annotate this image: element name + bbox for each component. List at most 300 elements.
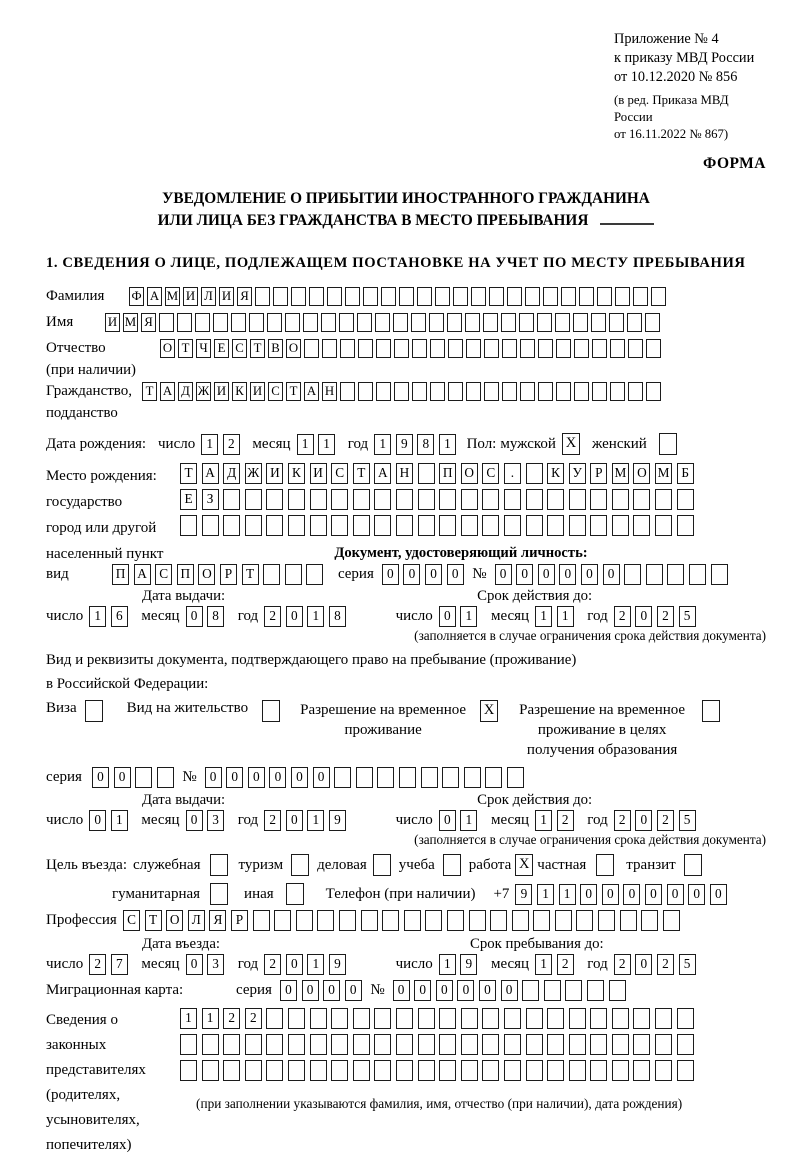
char-cell[interactable] xyxy=(655,1060,672,1081)
char-cell[interactable] xyxy=(569,489,586,510)
char-cell[interactable] xyxy=(245,489,262,510)
char-cell[interactable]: 0 xyxy=(623,884,640,905)
doc-number-input[interactable] xyxy=(495,564,733,585)
char-cell[interactable]: С xyxy=(268,382,283,401)
char-cell[interactable] xyxy=(576,910,593,931)
stay-number-input[interactable] xyxy=(205,767,529,788)
purpose-study-checkbox[interactable] xyxy=(443,854,461,876)
char-cell[interactable] xyxy=(579,287,594,306)
char-cell[interactable]: 2 xyxy=(614,954,631,975)
char-cell[interactable]: 0 xyxy=(286,606,303,627)
char-cell[interactable]: 9 xyxy=(329,810,346,831)
char-cell[interactable] xyxy=(345,287,360,306)
char-cell[interactable] xyxy=(544,980,561,1001)
char-cell[interactable]: 9 xyxy=(460,954,477,975)
char-cell[interactable] xyxy=(180,1034,197,1055)
char-cell[interactable]: 0 xyxy=(495,564,512,585)
char-cell[interactable] xyxy=(157,767,174,788)
char-cell[interactable]: 0 xyxy=(635,954,652,975)
char-cell[interactable]: 0 xyxy=(439,606,456,627)
char-cell[interactable] xyxy=(610,382,625,401)
char-cell[interactable]: 2 xyxy=(614,606,631,627)
stay-expiry-year[interactable] xyxy=(614,810,700,831)
char-cell[interactable] xyxy=(353,1008,370,1029)
char-cell[interactable]: 0 xyxy=(323,980,340,1001)
char-cell[interactable] xyxy=(435,287,450,306)
char-cell[interactable]: П xyxy=(112,564,129,585)
char-cell[interactable]: 0 xyxy=(114,767,131,788)
char-cell[interactable] xyxy=(627,313,642,332)
char-cell[interactable] xyxy=(439,1008,456,1029)
char-cell[interactable] xyxy=(624,564,641,585)
char-cell[interactable]: 1 xyxy=(439,434,456,455)
char-cell[interactable]: 0 xyxy=(710,884,727,905)
char-cell[interactable] xyxy=(340,339,355,358)
char-cell[interactable] xyxy=(331,489,348,510)
char-cell[interactable] xyxy=(663,910,680,931)
char-cell[interactable] xyxy=(376,339,391,358)
char-cell[interactable] xyxy=(547,1008,564,1029)
char-cell[interactable] xyxy=(396,489,413,510)
char-cell[interactable]: 1 xyxy=(307,954,324,975)
char-cell[interactable]: 2 xyxy=(264,606,281,627)
char-cell[interactable]: 0 xyxy=(516,564,533,585)
char-cell[interactable]: С xyxy=(331,463,348,484)
char-cell[interactable] xyxy=(448,339,463,358)
char-cell[interactable]: 0 xyxy=(269,767,286,788)
char-cell[interactable] xyxy=(213,313,228,332)
char-cell[interactable] xyxy=(522,980,539,1001)
char-cell[interactable] xyxy=(655,1034,672,1055)
birthplace-row3-input[interactable] xyxy=(180,515,698,536)
identity-expiry-month[interactable] xyxy=(535,606,578,627)
char-cell[interactable] xyxy=(677,1034,694,1055)
char-cell[interactable] xyxy=(180,515,197,536)
char-cell[interactable]: 0 xyxy=(280,980,297,1001)
char-cell[interactable]: О xyxy=(160,339,175,358)
char-cell[interactable]: 0 xyxy=(382,564,399,585)
char-cell[interactable] xyxy=(411,313,426,332)
char-cell[interactable]: Т xyxy=(250,339,265,358)
char-cell[interactable]: 1 xyxy=(374,434,391,455)
char-cell[interactable]: 0 xyxy=(345,980,362,1001)
char-cell[interactable] xyxy=(612,489,629,510)
char-cell[interactable]: А xyxy=(374,463,391,484)
purpose-transit-checkbox[interactable] xyxy=(684,854,702,876)
char-cell[interactable] xyxy=(321,313,336,332)
char-cell[interactable] xyxy=(612,1034,629,1055)
char-cell[interactable] xyxy=(417,287,432,306)
char-cell[interactable]: 0 xyxy=(688,884,705,905)
char-cell[interactable] xyxy=(501,313,516,332)
char-cell[interactable] xyxy=(399,767,416,788)
char-cell[interactable] xyxy=(645,313,660,332)
char-cell[interactable]: 0 xyxy=(313,767,330,788)
char-cell[interactable] xyxy=(485,767,502,788)
char-cell[interactable]: 1 xyxy=(318,434,335,455)
char-cell[interactable]: 0 xyxy=(439,810,456,831)
char-cell[interactable]: А xyxy=(202,463,219,484)
char-cell[interactable]: Т xyxy=(242,564,259,585)
char-cell[interactable] xyxy=(469,910,486,931)
char-cell[interactable] xyxy=(677,1060,694,1081)
char-cell[interactable] xyxy=(633,489,650,510)
char-cell[interactable] xyxy=(504,1034,521,1055)
char-cell[interactable] xyxy=(556,382,571,401)
char-cell[interactable] xyxy=(353,489,370,510)
char-cell[interactable] xyxy=(590,1060,607,1081)
char-cell[interactable]: 0 xyxy=(603,564,620,585)
char-cell[interactable] xyxy=(555,313,570,332)
char-cell[interactable] xyxy=(310,1060,327,1081)
char-cell[interactable] xyxy=(418,489,435,510)
entry-year[interactable] xyxy=(264,954,350,975)
char-cell[interactable] xyxy=(502,382,517,401)
char-cell[interactable] xyxy=(504,515,521,536)
char-cell[interactable] xyxy=(555,910,572,931)
char-cell[interactable]: 0 xyxy=(248,767,265,788)
char-cell[interactable]: Т xyxy=(180,463,197,484)
char-cell[interactable]: . xyxy=(504,463,521,484)
char-cell[interactable] xyxy=(609,980,626,1001)
char-cell[interactable] xyxy=(461,1060,478,1081)
char-cell[interactable]: 2 xyxy=(557,954,574,975)
birthplace-row1-input[interactable] xyxy=(180,463,698,484)
identity-issue-day[interactable] xyxy=(89,606,132,627)
char-cell[interactable] xyxy=(651,287,666,306)
char-cell[interactable] xyxy=(135,767,152,788)
char-cell[interactable] xyxy=(266,515,283,536)
purpose-official-checkbox[interactable] xyxy=(210,854,228,876)
char-cell[interactable] xyxy=(374,1008,391,1029)
surname-input[interactable] xyxy=(129,287,669,306)
char-cell[interactable]: К xyxy=(232,382,247,401)
char-cell[interactable] xyxy=(374,1060,391,1081)
char-cell[interactable]: Т xyxy=(353,463,370,484)
char-cell[interactable] xyxy=(482,515,499,536)
char-cell[interactable] xyxy=(573,313,588,332)
char-cell[interactable]: З xyxy=(202,489,219,510)
citizenship-input[interactable] xyxy=(142,382,664,401)
char-cell[interactable]: В xyxy=(268,339,283,358)
char-cell[interactable]: 1 xyxy=(460,606,477,627)
char-cell[interactable] xyxy=(376,382,391,401)
char-cell[interactable] xyxy=(526,515,543,536)
char-cell[interactable] xyxy=(547,515,564,536)
char-cell[interactable] xyxy=(466,382,481,401)
char-cell[interactable] xyxy=(418,515,435,536)
char-cell[interactable]: 0 xyxy=(559,564,576,585)
char-cell[interactable]: 1 xyxy=(535,606,552,627)
char-cell[interactable]: 0 xyxy=(580,884,597,905)
char-cell[interactable] xyxy=(464,767,481,788)
char-cell[interactable]: 9 xyxy=(515,884,532,905)
char-cell[interactable]: Р xyxy=(590,463,607,484)
char-cell[interactable]: М xyxy=(165,287,180,306)
char-cell[interactable] xyxy=(266,1060,283,1081)
char-cell[interactable] xyxy=(267,313,282,332)
char-cell[interactable] xyxy=(331,515,348,536)
char-cell[interactable] xyxy=(331,1034,348,1055)
char-cell[interactable] xyxy=(353,1034,370,1055)
char-cell[interactable] xyxy=(569,1060,586,1081)
char-cell[interactable] xyxy=(633,1060,650,1081)
guardians-row3-input[interactable] xyxy=(180,1060,698,1081)
char-cell[interactable] xyxy=(296,910,313,931)
char-cell[interactable] xyxy=(574,382,589,401)
char-cell[interactable] xyxy=(357,313,372,332)
char-cell[interactable]: 0 xyxy=(501,980,518,1001)
purpose-humanitarian-checkbox[interactable] xyxy=(210,883,228,905)
char-cell[interactable] xyxy=(587,980,604,1001)
char-cell[interactable] xyxy=(461,1008,478,1029)
char-cell[interactable]: 7 xyxy=(111,954,128,975)
char-cell[interactable]: 0 xyxy=(186,606,203,627)
char-cell[interactable] xyxy=(245,515,262,536)
char-cell[interactable]: Л xyxy=(201,287,216,306)
char-cell[interactable]: 1 xyxy=(439,954,456,975)
char-cell[interactable] xyxy=(430,382,445,401)
char-cell[interactable] xyxy=(285,313,300,332)
migration-series-input[interactable] xyxy=(280,980,366,1001)
until-day[interactable] xyxy=(439,954,482,975)
char-cell[interactable] xyxy=(249,313,264,332)
char-cell[interactable] xyxy=(533,910,550,931)
char-cell[interactable]: 8 xyxy=(207,606,224,627)
char-cell[interactable] xyxy=(159,313,174,332)
char-cell[interactable]: Е xyxy=(214,339,229,358)
doc-series-input[interactable] xyxy=(382,564,468,585)
char-cell[interactable] xyxy=(641,910,658,931)
char-cell[interactable] xyxy=(339,910,356,931)
char-cell[interactable] xyxy=(538,382,553,401)
char-cell[interactable] xyxy=(322,339,337,358)
stay-issue-month[interactable] xyxy=(186,810,229,831)
char-cell[interactable] xyxy=(447,313,462,332)
char-cell[interactable] xyxy=(274,910,291,931)
char-cell[interactable]: О xyxy=(286,339,301,358)
char-cell[interactable] xyxy=(590,515,607,536)
char-cell[interactable]: 1 xyxy=(111,810,128,831)
char-cell[interactable] xyxy=(334,767,351,788)
char-cell[interactable]: 1 xyxy=(307,606,324,627)
char-cell[interactable]: И xyxy=(183,287,198,306)
char-cell[interactable] xyxy=(507,287,522,306)
char-cell[interactable] xyxy=(677,489,694,510)
char-cell[interactable] xyxy=(482,1060,499,1081)
char-cell[interactable]: 8 xyxy=(417,434,434,455)
char-cell[interactable]: М xyxy=(655,463,672,484)
char-cell[interactable] xyxy=(633,287,648,306)
guardians-row2-input[interactable] xyxy=(180,1034,698,1055)
birth-year-input[interactable] xyxy=(374,434,460,455)
char-cell[interactable] xyxy=(358,382,373,401)
char-cell[interactable] xyxy=(429,313,444,332)
purpose-business-checkbox[interactable] xyxy=(373,854,391,876)
char-cell[interactable]: 0 xyxy=(425,564,442,585)
char-cell[interactable]: Д xyxy=(223,463,240,484)
char-cell[interactable]: С xyxy=(123,910,140,931)
char-cell[interactable]: Я xyxy=(209,910,226,931)
char-cell[interactable]: А xyxy=(304,382,319,401)
identity-expiry-year[interactable] xyxy=(614,606,700,627)
profession-input[interactable] xyxy=(123,910,684,931)
char-cell[interactable] xyxy=(471,287,486,306)
char-cell[interactable] xyxy=(507,767,524,788)
char-cell[interactable] xyxy=(465,313,480,332)
until-month[interactable] xyxy=(535,954,578,975)
char-cell[interactable] xyxy=(597,287,612,306)
char-cell[interactable] xyxy=(412,339,427,358)
char-cell[interactable]: 1 xyxy=(180,1008,197,1029)
char-cell[interactable]: 0 xyxy=(457,980,474,1001)
edu-permit-checkbox[interactable] xyxy=(702,700,720,722)
char-cell[interactable] xyxy=(592,382,607,401)
char-cell[interactable] xyxy=(418,463,435,484)
stay-expiry-month[interactable] xyxy=(535,810,578,831)
char-cell[interactable]: 1 xyxy=(460,810,477,831)
char-cell[interactable] xyxy=(439,1034,456,1055)
char-cell[interactable]: 0 xyxy=(635,606,652,627)
char-cell[interactable]: 0 xyxy=(286,954,303,975)
char-cell[interactable] xyxy=(547,1060,564,1081)
char-cell[interactable] xyxy=(598,910,615,931)
char-cell[interactable]: 2 xyxy=(223,434,240,455)
char-cell[interactable] xyxy=(646,564,663,585)
char-cell[interactable] xyxy=(288,515,305,536)
char-cell[interactable] xyxy=(628,382,643,401)
char-cell[interactable] xyxy=(381,287,396,306)
sex-male-checkbox[interactable]: X xyxy=(562,433,580,455)
char-cell[interactable]: 1 xyxy=(559,884,576,905)
birth-day-input[interactable] xyxy=(201,434,244,455)
char-cell[interactable]: 0 xyxy=(205,767,222,788)
stay-series-input[interactable] xyxy=(92,767,178,788)
char-cell[interactable] xyxy=(466,339,481,358)
char-cell[interactable]: С xyxy=(232,339,247,358)
char-cell[interactable] xyxy=(202,1060,219,1081)
char-cell[interactable] xyxy=(620,910,637,931)
char-cell[interactable] xyxy=(263,564,280,585)
char-cell[interactable]: Е xyxy=(180,489,197,510)
char-cell[interactable] xyxy=(331,1008,348,1029)
char-cell[interactable] xyxy=(358,339,373,358)
char-cell[interactable]: 2 xyxy=(245,1008,262,1029)
char-cell[interactable]: 0 xyxy=(89,810,106,831)
char-cell[interactable] xyxy=(353,1060,370,1081)
char-cell[interactable]: О xyxy=(198,564,215,585)
char-cell[interactable] xyxy=(223,489,240,510)
char-cell[interactable] xyxy=(303,313,318,332)
char-cell[interactable] xyxy=(590,489,607,510)
char-cell[interactable]: И xyxy=(310,463,327,484)
char-cell[interactable]: Т xyxy=(145,910,162,931)
char-cell[interactable] xyxy=(591,313,606,332)
temp-permit-checkbox[interactable]: X xyxy=(480,700,498,722)
char-cell[interactable] xyxy=(461,1034,478,1055)
char-cell[interactable]: 0 xyxy=(291,767,308,788)
char-cell[interactable]: 2 xyxy=(557,810,574,831)
char-cell[interactable] xyxy=(482,1034,499,1055)
char-cell[interactable]: Ж xyxy=(245,463,262,484)
char-cell[interactable]: 9 xyxy=(329,954,346,975)
migration-number-input[interactable] xyxy=(393,980,631,1001)
char-cell[interactable] xyxy=(421,767,438,788)
char-cell[interactable] xyxy=(340,382,355,401)
char-cell[interactable]: 0 xyxy=(302,980,319,1001)
stay-issue-day[interactable] xyxy=(89,810,132,831)
char-cell[interactable] xyxy=(439,1060,456,1081)
char-cell[interactable] xyxy=(677,1008,694,1029)
char-cell[interactable] xyxy=(374,1034,391,1055)
char-cell[interactable]: А xyxy=(160,382,175,401)
char-cell[interactable]: 1 xyxy=(201,434,218,455)
birth-month-input[interactable] xyxy=(297,434,340,455)
char-cell[interactable] xyxy=(512,910,529,931)
char-cell[interactable] xyxy=(489,287,504,306)
char-cell[interactable] xyxy=(453,287,468,306)
char-cell[interactable] xyxy=(482,1008,499,1029)
char-cell[interactable] xyxy=(561,287,576,306)
char-cell[interactable] xyxy=(612,1060,629,1081)
char-cell[interactable] xyxy=(520,339,535,358)
char-cell[interactable] xyxy=(177,313,192,332)
char-cell[interactable]: 6 xyxy=(111,606,128,627)
char-cell[interactable] xyxy=(711,564,728,585)
char-cell[interactable] xyxy=(526,1008,543,1029)
char-cell[interactable]: 3 xyxy=(207,954,224,975)
char-cell[interactable]: А xyxy=(147,287,162,306)
char-cell[interactable]: 0 xyxy=(479,980,496,1001)
char-cell[interactable]: 0 xyxy=(186,810,203,831)
char-cell[interactable] xyxy=(609,313,624,332)
char-cell[interactable]: И xyxy=(219,287,234,306)
char-cell[interactable] xyxy=(519,313,534,332)
char-cell[interactable]: 1 xyxy=(535,954,552,975)
char-cell[interactable] xyxy=(418,1060,435,1081)
char-cell[interactable]: 0 xyxy=(414,980,431,1001)
char-cell[interactable] xyxy=(418,1034,435,1055)
char-cell[interactable] xyxy=(304,339,319,358)
char-cell[interactable]: Б xyxy=(677,463,694,484)
char-cell[interactable]: И xyxy=(266,463,283,484)
char-cell[interactable] xyxy=(288,1060,305,1081)
char-cell[interactable]: 0 xyxy=(186,954,203,975)
char-cell[interactable] xyxy=(504,489,521,510)
char-cell[interactable] xyxy=(547,489,564,510)
char-cell[interactable] xyxy=(399,287,414,306)
char-cell[interactable]: 2 xyxy=(657,810,674,831)
char-cell[interactable] xyxy=(430,339,445,358)
char-cell[interactable] xyxy=(590,1034,607,1055)
char-cell[interactable] xyxy=(396,1008,413,1029)
stay-issue-year[interactable] xyxy=(264,810,350,831)
char-cell[interactable] xyxy=(223,515,240,536)
char-cell[interactable] xyxy=(223,1060,240,1081)
char-cell[interactable]: 0 xyxy=(635,810,652,831)
sex-female-checkbox[interactable] xyxy=(659,433,677,455)
char-cell[interactable] xyxy=(569,1008,586,1029)
char-cell[interactable]: 2 xyxy=(614,810,631,831)
char-cell[interactable] xyxy=(310,489,327,510)
char-cell[interactable] xyxy=(291,287,306,306)
char-cell[interactable]: П xyxy=(439,463,456,484)
char-cell[interactable]: 5 xyxy=(679,810,696,831)
until-year[interactable] xyxy=(614,954,700,975)
char-cell[interactable] xyxy=(374,489,391,510)
char-cell[interactable] xyxy=(633,515,650,536)
char-cell[interactable] xyxy=(412,382,427,401)
